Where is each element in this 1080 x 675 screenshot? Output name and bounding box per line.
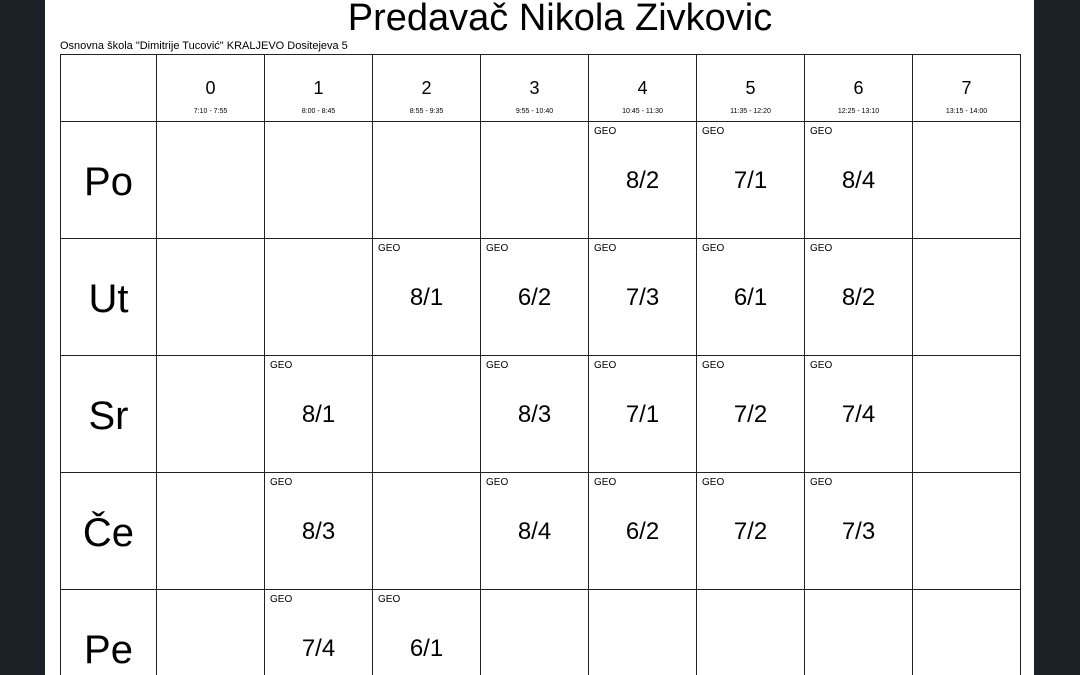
period-time: 12:25 - 13:10 bbox=[837, 108, 880, 115]
lesson-cell bbox=[589, 239, 697, 356]
day-label-cell bbox=[61, 122, 157, 239]
lesson-cell bbox=[913, 590, 1021, 675]
period-number: 4 bbox=[637, 78, 648, 98]
lesson-cell bbox=[157, 473, 265, 590]
lesson-cell bbox=[913, 239, 1021, 356]
lesson-cell bbox=[913, 473, 1021, 590]
lesson-subject: GEO bbox=[702, 360, 725, 371]
lesson-cell bbox=[157, 122, 265, 239]
lesson-class: 8/1 bbox=[409, 284, 444, 311]
period-time: 13:15 - 14:00 bbox=[945, 108, 988, 115]
lesson-cell bbox=[373, 473, 481, 590]
period-header-5 bbox=[697, 55, 805, 122]
lesson-cell bbox=[697, 122, 805, 239]
lesson-cell bbox=[265, 356, 373, 473]
lesson-cell bbox=[265, 239, 373, 356]
day-label-cell bbox=[61, 590, 157, 675]
period-number: 5 bbox=[745, 78, 756, 98]
day-label-cell bbox=[61, 473, 157, 590]
period-time: 8:55 - 9:35 bbox=[409, 108, 444, 115]
lesson-class: 6/1 bbox=[733, 284, 768, 311]
school-info: Osnovna škola "Dimitrije Tucović" KRALJEVO Dositejeva 5 bbox=[60, 40, 348, 52]
lesson-subject: GEO bbox=[594, 126, 617, 137]
lesson-class: 7/4 bbox=[841, 401, 876, 428]
day-row bbox=[61, 356, 1021, 473]
page-title: Predavač Nikola Zivkovic bbox=[347, 0, 773, 39]
lesson-cell bbox=[697, 590, 805, 675]
lesson-cell bbox=[373, 356, 481, 473]
lesson-subject: GEO bbox=[594, 477, 617, 488]
lesson-cell bbox=[805, 356, 913, 473]
lesson-cell bbox=[265, 473, 373, 590]
period-number: 7 bbox=[961, 78, 972, 98]
lesson-cell bbox=[805, 239, 913, 356]
lesson-cell bbox=[481, 122, 589, 239]
lesson-subject: GEO bbox=[702, 477, 725, 488]
lesson-cell bbox=[265, 122, 373, 239]
period-header-6 bbox=[805, 55, 913, 122]
lesson-cell bbox=[805, 473, 913, 590]
lesson-class: 8/4 bbox=[841, 167, 876, 194]
period-header-1 bbox=[265, 55, 373, 122]
period-number: 3 bbox=[529, 78, 540, 98]
day-label: Pe bbox=[84, 628, 133, 672]
lesson-subject: GEO bbox=[486, 243, 509, 254]
day-label: Ut bbox=[88, 277, 129, 321]
period-time: 11:35 - 12:20 bbox=[730, 108, 771, 115]
lesson-class: 6/1 bbox=[409, 635, 444, 662]
lesson-class: 8/3 bbox=[301, 518, 336, 545]
lesson-subject: GEO bbox=[594, 360, 617, 371]
lesson-subject: GEO bbox=[702, 243, 725, 254]
lesson-cell bbox=[589, 473, 697, 590]
period-header-4 bbox=[589, 55, 697, 122]
lesson-cell bbox=[697, 239, 805, 356]
lesson-cell bbox=[481, 239, 589, 356]
lesson-class: 8/3 bbox=[517, 401, 552, 428]
period-time: 8:00 - 8:45 bbox=[301, 108, 336, 115]
lesson-cell bbox=[589, 356, 697, 473]
lesson-cell bbox=[265, 590, 373, 675]
lesson-class: 7/2 bbox=[733, 518, 768, 545]
lesson-cell bbox=[913, 122, 1021, 239]
lesson-subject: GEO bbox=[594, 243, 617, 254]
lesson-cell bbox=[589, 590, 697, 675]
lesson-class: 6/2 bbox=[517, 284, 552, 311]
lesson-cell bbox=[913, 356, 1021, 473]
lesson-subject: GEO bbox=[270, 594, 293, 605]
lesson-class: 8/2 bbox=[841, 284, 876, 311]
lesson-subject: GEO bbox=[270, 360, 293, 371]
lesson-subject: GEO bbox=[810, 477, 833, 488]
day-row bbox=[61, 239, 1021, 356]
lesson-class: 8/1 bbox=[301, 401, 336, 428]
lesson-class: 6/2 bbox=[625, 518, 660, 545]
lesson-cell bbox=[157, 590, 265, 675]
day-label: Po bbox=[84, 160, 133, 204]
lesson-subject: GEO bbox=[810, 360, 833, 371]
lesson-cell bbox=[373, 122, 481, 239]
corner-cell bbox=[61, 55, 157, 122]
lesson-cell bbox=[373, 239, 481, 356]
period-number: 2 bbox=[421, 78, 432, 98]
lesson-class: 8/4 bbox=[517, 518, 552, 545]
day-row bbox=[61, 122, 1021, 239]
period-header-3 bbox=[481, 55, 589, 122]
lesson-class: 7/3 bbox=[625, 284, 660, 311]
lesson-cell bbox=[481, 473, 589, 590]
lesson-class: 7/1 bbox=[733, 167, 768, 194]
lesson-subject: GEO bbox=[486, 477, 509, 488]
lesson-subject: GEO bbox=[486, 360, 509, 371]
lesson-subject: GEO bbox=[378, 594, 401, 605]
day-label: Sr bbox=[88, 394, 129, 438]
timetable-page bbox=[45, 0, 1034, 675]
period-time: 7:10 - 7:55 bbox=[193, 108, 228, 115]
timetable-grid bbox=[60, 54, 1021, 675]
lesson-cell bbox=[481, 590, 589, 675]
day-label: Če bbox=[82, 511, 135, 555]
lesson-subject: GEO bbox=[810, 243, 833, 254]
lesson-subject: GEO bbox=[810, 126, 833, 137]
lesson-class: 8/2 bbox=[625, 167, 660, 194]
lesson-cell bbox=[157, 356, 265, 473]
period-time: 10:45 - 11:30 bbox=[622, 108, 663, 115]
lesson-cell bbox=[805, 122, 913, 239]
day-row bbox=[61, 473, 1021, 590]
lesson-cell bbox=[589, 122, 697, 239]
lesson-cell bbox=[157, 239, 265, 356]
day-label-cell bbox=[61, 356, 157, 473]
lesson-subject: GEO bbox=[378, 243, 401, 254]
lesson-subject: GEO bbox=[702, 126, 725, 137]
day-label-cell bbox=[61, 239, 157, 356]
period-number: 1 bbox=[313, 78, 324, 98]
lesson-cell bbox=[697, 356, 805, 473]
lesson-cell bbox=[697, 473, 805, 590]
period-number: 0 bbox=[205, 78, 216, 98]
lesson-class: 7/2 bbox=[733, 401, 768, 428]
period-number: 6 bbox=[853, 78, 864, 98]
lesson-class: 7/1 bbox=[625, 401, 660, 428]
lesson-cell bbox=[373, 590, 481, 675]
period-header-0 bbox=[157, 55, 265, 122]
lesson-subject: GEO bbox=[270, 477, 293, 488]
day-row bbox=[61, 590, 1021, 675]
period-header-row bbox=[61, 55, 1021, 122]
lesson-class: 7/3 bbox=[841, 518, 876, 545]
period-time: 9:55 - 10:40 bbox=[515, 108, 554, 115]
period-header-2 bbox=[373, 55, 481, 122]
lesson-cell bbox=[481, 356, 589, 473]
period-header-7 bbox=[913, 55, 1021, 122]
lesson-cell bbox=[805, 590, 913, 675]
lesson-class: 7/4 bbox=[301, 635, 336, 662]
